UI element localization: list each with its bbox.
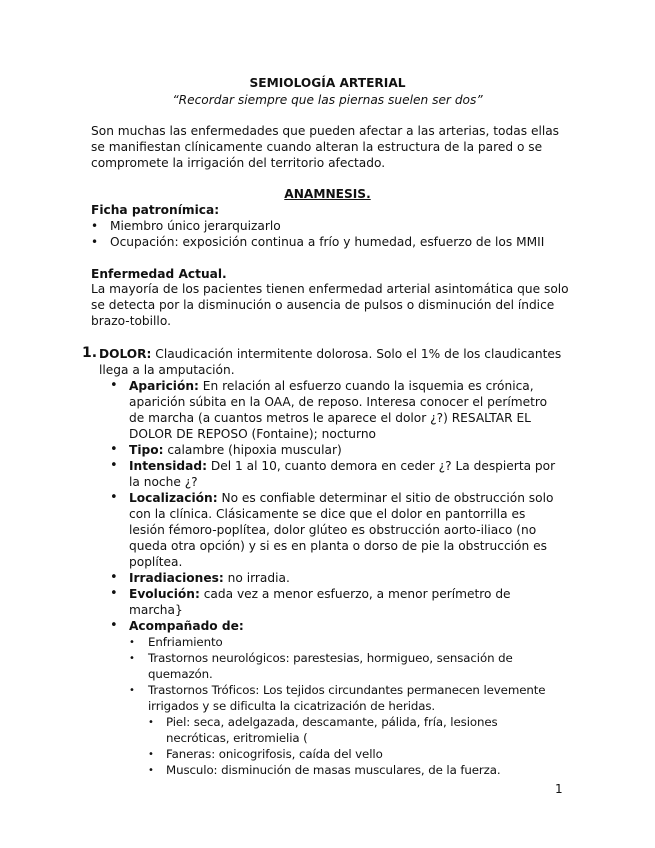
list-item: • Miembro único jerarquizarlo: [91, 218, 571, 234]
list-item: [110, 490, 560, 570]
section-number: 1.: [82, 345, 98, 361]
page-title: SEMIOLOGÍA ARTERIAL: [249, 76, 406, 90]
list-item: [110, 458, 560, 490]
item-text: no irradia.: [223, 571, 290, 585]
ficha-list: [91, 218, 571, 250]
troficos-list: [148, 714, 560, 778]
enfermedad-actual-heading: Enfermedad Actual.: [91, 267, 227, 281]
list-item: • Enfriamiento: [129, 634, 560, 650]
item-text: En relación al esfuerzo cuando la isquemia es crónica, aparición súbita en la OAA, de reposo. Interesa conocer el perímetro de marcha (a cuantos metros le aparece el dolor ¿?) RESALTAR EL DOLOR DE REPOSO (Fontaine); nocturno: [129, 379, 548, 441]
ficha-heading: Ficha patronímica:: [91, 203, 220, 217]
item-text: cada vez a menor esfuerzo, a menor perímetro de marcha}: [129, 587, 511, 617]
item-text: No es confiable determinar el sitio de obstrucción solo con la clínica. Clásicamente se dice que el dolor en pantorrilla es lesión fémoro-poplítea, dolor glúteo es obstrucción aorto-iliaco (no queda otra opción) y si es en planta o dorso de pie la obstrucción es poplítea.: [129, 491, 554, 569]
item-text: Del 1 al 10, cuanto demora en ceder ¿? La despierta por la noche ¿?: [129, 459, 556, 489]
list-item: [110, 586, 560, 618]
list-item: [129, 682, 560, 778]
list-item: • Trastornos neurológicos: parestesias, hormigueo, sensación de quemazón.: [129, 650, 560, 682]
item-label: Aparición:: [129, 379, 199, 393]
section-body: Claudicación intermitente dolorosa. Solo el 1% de los claudicantes llega a la amputación.: [99, 347, 562, 377]
list-item: • Piel: seca, adelgazada, descamante, pálida, fría, lesiones necróticas, eritromielia (: [148, 714, 560, 746]
enfermedad-actual-text: La mayoría de los pacientes tienen enfermedad arterial asintomática que solo se detecta por la disminución o ausencia de pulsos o disminución del índice brazo-tobillo.: [91, 282, 569, 328]
list-item: • Faneras: onicogrifosis, caída del vello: [148, 746, 560, 762]
dolor-list: [110, 378, 560, 778]
item-label: Acompañado de:: [129, 619, 244, 633]
item-label: Irradiaciones:: [129, 571, 224, 585]
list-item: [110, 442, 560, 458]
item-label: Evolución:: [129, 587, 200, 601]
list-item: [110, 570, 560, 586]
list-item: [110, 618, 560, 778]
item-label: Tipo:: [129, 443, 164, 457]
section-label: DOLOR:: [99, 347, 152, 361]
list-item: • Musculo: disminución de masas musculares, de la fuerza.: [148, 762, 560, 778]
intro-paragraph: Son muchas las enfermedades que pueden afectar a las arterias, todas ellas se manifiestan clínicamente cuando alteran la estructura de la pared o se compromete la irrigación del territorio afectado.: [91, 124, 560, 170]
item-label: Intensidad:: [129, 459, 207, 473]
list-item: • Ocupación: exposición continua a frío y humedad, esfuerzo de los MMII: [91, 234, 571, 250]
anamnesis-heading: ANAMNESIS.: [284, 187, 371, 201]
page-subtitle: “Recordar siempre que las piernas suelen ser dos”: [172, 93, 483, 107]
list-item: [110, 378, 560, 442]
item-label: Localización:: [129, 491, 218, 505]
section-dolor-text: [82, 346, 562, 378]
page-number: 1: [555, 782, 563, 796]
acompanado-list: [129, 634, 560, 778]
item-text: Trastornos Tróficos: Los tejidos circundantes permanecen levemente irrigados y se dificulta la cicatrización de heridas.: [148, 683, 546, 713]
section-dolor: [82, 346, 562, 378]
item-text: calambre (hipoxia muscular): [163, 443, 342, 457]
